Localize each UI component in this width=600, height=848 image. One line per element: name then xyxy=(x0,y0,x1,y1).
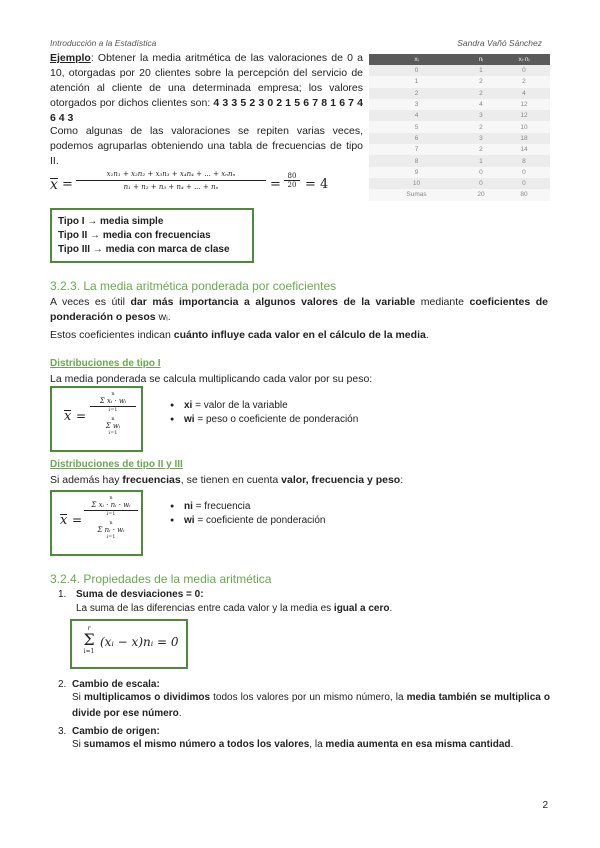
property-text xyxy=(72,690,550,722)
table-header-row xyxy=(369,54,550,65)
example-label: Ejemplo xyxy=(50,52,91,64)
sum-lower-limit: i=1 xyxy=(108,430,118,436)
table-cell: 4 xyxy=(498,88,550,99)
fraction-numerator: Σ xᵢ · nᵢ · wᵢ xyxy=(84,501,138,511)
text-run-bold: media también se multiplica o divide por ese número xyxy=(72,692,550,719)
table-row xyxy=(369,133,550,144)
sum-upper-limit: r xyxy=(87,625,91,632)
equals-sign: = xyxy=(62,177,73,192)
table-row xyxy=(369,88,550,99)
table-row xyxy=(369,110,550,121)
sum-lower-limit: i=1 xyxy=(83,648,95,655)
type23-subtitle: Distribuciones de tipo II y III xyxy=(50,459,183,470)
table-cell: 3 xyxy=(464,110,498,121)
type23-text xyxy=(50,473,548,488)
sum-lower-limit: i=1 xyxy=(108,407,118,413)
table-cell: 0 xyxy=(498,65,550,76)
text-run: . xyxy=(425,329,429,341)
text-run-bold: igual a cero xyxy=(333,603,390,614)
table-cell: 8 xyxy=(498,155,550,166)
bullet-desc: = frecuencia xyxy=(192,501,251,512)
example-formula xyxy=(50,170,370,200)
sum-upper-limit: n xyxy=(109,495,113,501)
table-cell: 12 xyxy=(498,99,550,110)
table-cell: 0 xyxy=(464,167,498,178)
sigma-symbol: Σ xyxy=(83,630,95,649)
section-323-paragraph-1 xyxy=(50,295,548,325)
bullet-term: wi xyxy=(184,414,195,425)
table-total-row xyxy=(369,189,550,200)
fraction-numerator: Σ xᵢ · wᵢ xyxy=(90,397,136,407)
frequency-table-wrapper xyxy=(369,54,550,201)
sum-upper-limit: n xyxy=(111,416,115,422)
table-cell: Sumas xyxy=(369,189,464,200)
table-cell: 2 xyxy=(464,88,498,99)
type-line: Tipo III → media con marca de clase xyxy=(58,244,230,255)
table-cell: 18 xyxy=(498,133,550,144)
list-number: 2. xyxy=(58,679,67,690)
result-value: = 4 xyxy=(305,177,329,192)
weighted-mean-freq-fraction xyxy=(84,495,138,540)
type23-bullet-list xyxy=(170,500,326,528)
weighted-mean-freq-formula-box xyxy=(50,490,143,556)
table-cell: 9 xyxy=(369,167,464,178)
result-denominator: 20 xyxy=(287,181,297,189)
xbar-symbol: x xyxy=(60,513,68,528)
table-cell: 1 xyxy=(464,155,498,166)
bullet-item xyxy=(170,514,326,528)
text-run-bold: cuánto influye cada valor en el cálculo de la media xyxy=(173,329,426,341)
table-cell: 0 xyxy=(369,65,464,76)
xbar-symbol: x xyxy=(50,177,58,193)
section-title-324: 3.2.4. Propiedades de la media aritmética xyxy=(50,572,272,586)
running-header-right: Sandra Vañó Sánchez xyxy=(457,38,542,48)
bullet-item xyxy=(170,399,358,413)
text-run-bold: sumamos el mismo número a todos los valores xyxy=(83,739,310,750)
text-run: , se tienen en cuenta xyxy=(180,474,282,486)
example-fraction xyxy=(76,170,266,191)
text-run: , la xyxy=(309,739,326,750)
text-run-bold: media aumenta en esa misma cantidad xyxy=(325,739,511,750)
bullet-desc: = coeficiente de ponderación xyxy=(194,515,326,526)
formula-body: (xᵢ − x)nᵢ = 0 xyxy=(100,635,179,649)
example-paragraph-2: Como algunas de las valoraciones se repiten varias veces, podemos agruparlas obteniendo una tabla de frecuencias de tipo II. xyxy=(50,125,363,167)
property-title: Cambio de origen: xyxy=(72,726,160,737)
table-cell: 12 xyxy=(498,110,550,121)
table-row xyxy=(369,99,550,110)
text-run: La suma de las diferencias entre cada valor y la media es xyxy=(76,603,334,614)
fraction-denominator: Σ wᵢ xyxy=(105,422,121,430)
table-cell: 80 xyxy=(498,189,550,200)
example-text: : Obtener la media aritmética de las valoraciones de 0 a 10, otorgadas por 20 clientes sobre la percepción del servicio de atención al cliente de una determinada empresa; los valores otorgados por dichos clientes son: xyxy=(50,52,363,109)
page-number: 2 xyxy=(542,800,548,811)
text-run: Estos coeficientes indican xyxy=(50,329,174,341)
bullet-term: wi xyxy=(184,515,195,526)
text-run-bold: multiplicamos o dividimos xyxy=(83,692,211,703)
table-row xyxy=(369,76,550,87)
frequency-table xyxy=(369,54,550,201)
equals-sign: = xyxy=(72,513,83,527)
example-paragraph xyxy=(50,51,363,126)
table-row xyxy=(369,178,550,189)
text-run-bold: coeficientes de ponderación o pesos xyxy=(50,296,548,323)
property-text xyxy=(76,601,546,617)
list-number: 1. xyxy=(58,589,67,600)
table-cell: 0 xyxy=(498,167,550,178)
bullet-desc: = peso o coeficiente de ponderación xyxy=(194,414,359,425)
summation xyxy=(82,625,96,655)
text-run: Si además hay xyxy=(50,474,123,486)
table-cell: 14 xyxy=(498,144,550,155)
weighted-mean-formula-box xyxy=(50,386,143,452)
table-row xyxy=(369,144,550,155)
table-cell: 2 xyxy=(464,76,498,87)
section-323-paragraph-2 xyxy=(50,328,548,343)
table-row xyxy=(369,65,550,76)
fraction-denominator: Σ nᵢ · wᵢ xyxy=(97,526,125,534)
xbar-symbol: x xyxy=(64,409,72,424)
table-cell: 10 xyxy=(498,121,550,132)
table-cell: 3 xyxy=(464,133,498,144)
table-cell: 0 xyxy=(464,178,498,189)
table-cell: 3 xyxy=(369,99,464,110)
table-header-cell: xᵢ·nᵢ xyxy=(498,54,550,65)
table-cell: 1 xyxy=(369,76,464,87)
text-run: . xyxy=(178,708,182,719)
table-row xyxy=(369,155,550,166)
weighted-mean-fraction xyxy=(90,391,136,436)
text-run: : xyxy=(400,474,404,486)
bullet-term: ni xyxy=(184,501,193,512)
text-run: mediante xyxy=(415,296,470,308)
list-number: 3. xyxy=(58,726,67,737)
table-cell: 8 xyxy=(369,155,464,166)
table-cell: 2 xyxy=(464,144,498,155)
text-run-bold: valor, frecuencia y peso xyxy=(281,474,401,486)
table-cell: 7 xyxy=(369,144,464,155)
equals-sign-2: = xyxy=(270,177,281,192)
fraction-denominator: n₁ + n₂ + n₃ + n₄ + ... + nₙ xyxy=(123,183,219,191)
table-row xyxy=(369,167,550,178)
table-cell: 5 xyxy=(369,121,464,132)
bullet-item xyxy=(170,413,358,427)
table-row xyxy=(369,121,550,132)
table-header-cell: xᵢ xyxy=(369,54,464,65)
result-numerator: 80 xyxy=(284,172,300,181)
table-cell: 2 xyxy=(369,88,464,99)
table-cell: 20 xyxy=(464,189,498,200)
bullet-desc: = valor de la variable xyxy=(192,400,288,411)
text-run: Si xyxy=(72,692,84,703)
table-cell: 10 xyxy=(369,178,464,189)
type1-text: La media ponderada se calcula multiplicando cada valor por su peso: xyxy=(50,373,373,385)
running-header-left: Introducción a la Estadística xyxy=(50,38,157,48)
section-title-323: 3.2.3. La media aritmética ponderada por coeficientes xyxy=(50,279,337,293)
text-run: . xyxy=(389,603,393,614)
table-cell: 1 xyxy=(464,65,498,76)
text-run-bold: dar más importancia a algunos valores de la variable xyxy=(130,296,416,308)
sum-lower-limit: i=1 xyxy=(106,534,116,540)
property-title: Cambio de escala: xyxy=(72,679,160,690)
sum-upper-limit: n xyxy=(109,520,113,526)
table-cell: 2 xyxy=(498,76,550,87)
equals-sign: = xyxy=(76,409,87,423)
text-run: A veces es útil xyxy=(50,296,131,308)
table-cell: 2 xyxy=(464,121,498,132)
text-run: wᵢ. xyxy=(155,311,171,323)
table-header-cell: nᵢ xyxy=(464,54,498,65)
table-cell: 0 xyxy=(498,178,550,189)
bullet-term: xi xyxy=(184,400,193,411)
table-cell: 4 xyxy=(464,99,498,110)
table-cell: 4 xyxy=(369,110,464,121)
text-run: Si xyxy=(72,739,84,750)
result-fraction xyxy=(284,172,300,189)
example-values: 4 3 3 5 2 3 0 2 1 5 6 7 8 1 6 7 4 6 4 3 xyxy=(50,97,363,124)
type1-bullet-list xyxy=(170,399,358,427)
sum-lower-limit: i=1 xyxy=(106,511,116,517)
text-run-bold: frecuencias xyxy=(122,474,181,486)
type-line: Tipo I → media simple xyxy=(58,216,164,227)
type1-subtitle: Distribuciones de tipo I xyxy=(50,358,161,369)
text-run: . xyxy=(510,739,514,750)
property-text xyxy=(72,737,550,753)
text-run: todos los valores por un mismo número, la xyxy=(210,692,407,703)
sum-upper-limit: n xyxy=(111,391,115,397)
table-cell: 6 xyxy=(369,133,464,144)
frequency-types-box xyxy=(50,208,254,263)
fraction-numerator: x₁n₁ + x₂n₂ + x₃n₃ + x₄n₄ + ... + xₙnₙ xyxy=(76,170,266,181)
property-title: Suma de desviaciones = 0: xyxy=(76,589,204,600)
type-line: Tipo II → media con frecuencias xyxy=(58,230,211,241)
deviation-sum-formula-box xyxy=(70,619,188,669)
bullet-item xyxy=(170,500,326,514)
